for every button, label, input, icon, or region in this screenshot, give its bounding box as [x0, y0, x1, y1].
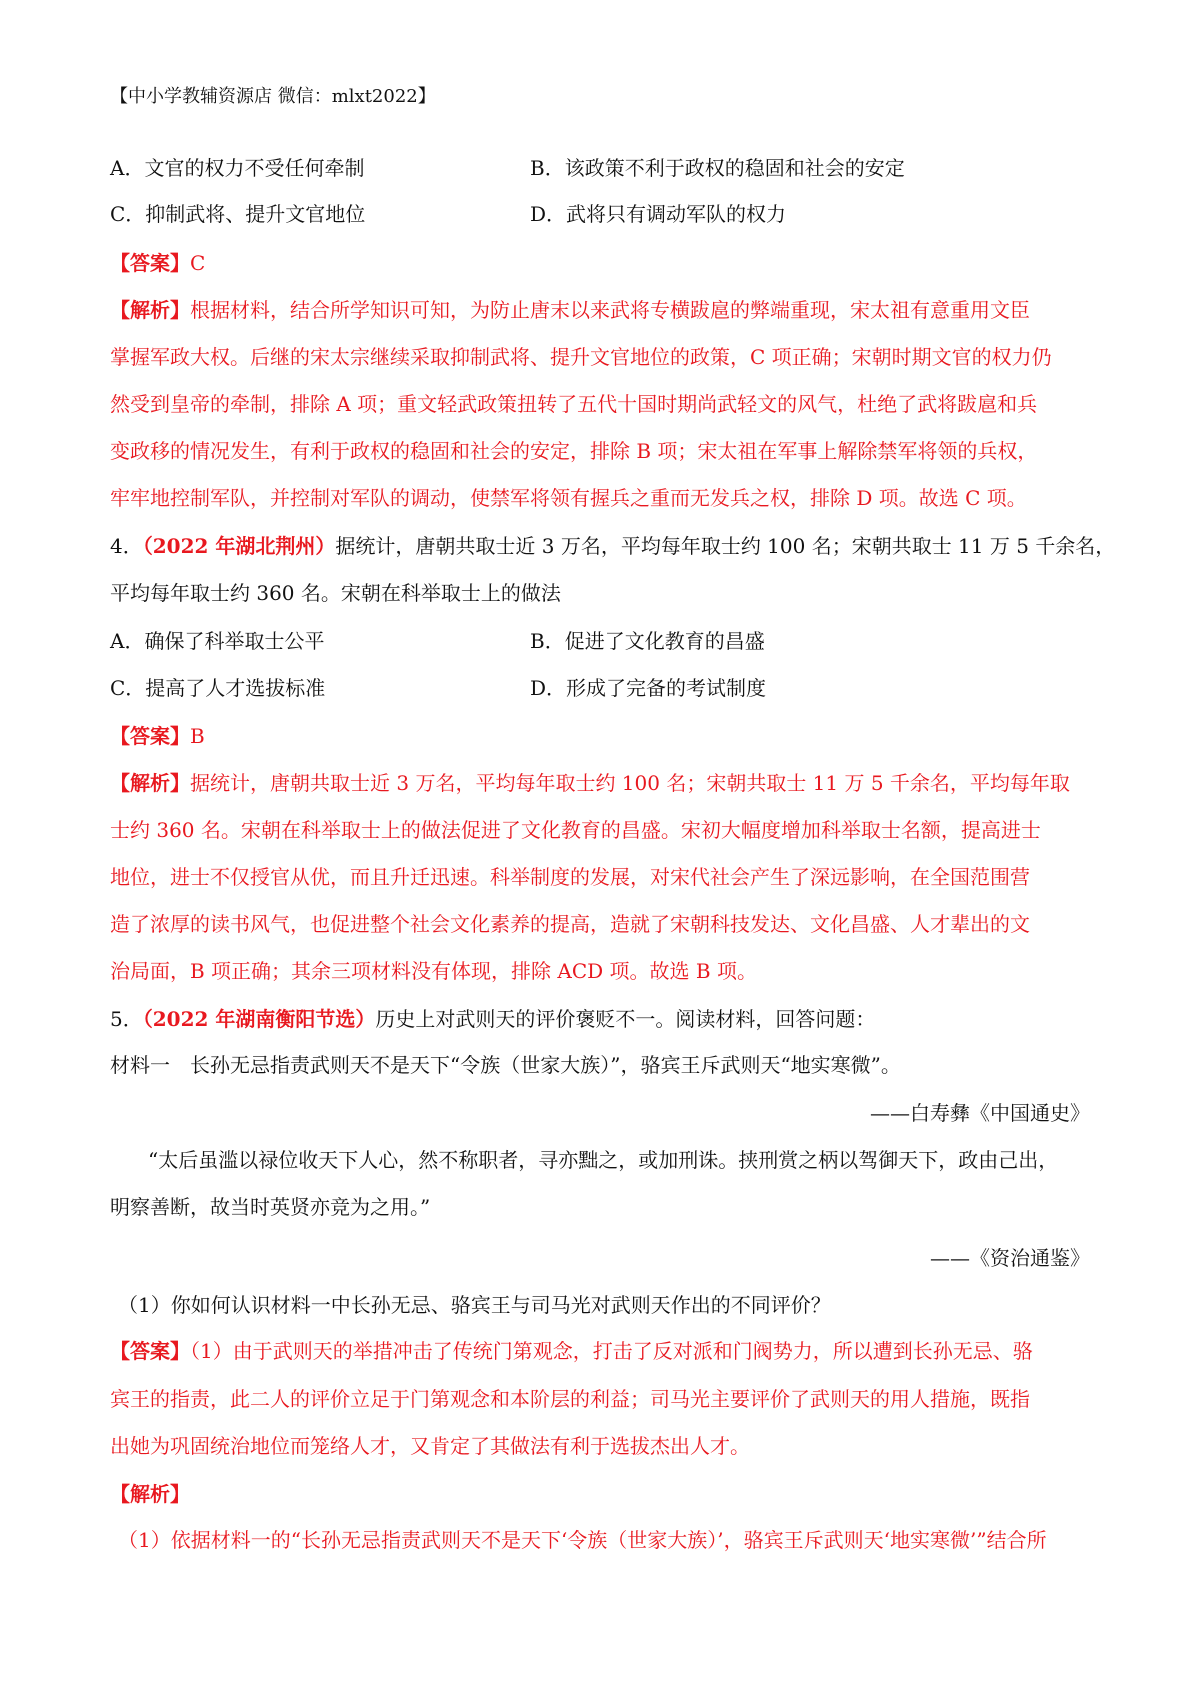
question-stem: 据统计，唐朝共取士近 3 万名，平均每年取士约 100 名；宋朝共取士 11 万 5 千余名，: [335, 534, 1116, 558]
answer-value: B: [190, 724, 205, 748]
q5-analysis-line: （1）依据材料一的“长孙无忌指责武则天不是天下‘令族（世家大族）’，骆宾王斥武则天‘地实寒微’”结合所: [118, 1528, 1047, 1552]
material-one-source: ——白寿彝《中国通史》: [870, 1101, 1090, 1125]
q5-answer-line: 出她为巩固统治地位而笼络人才，又肯定了其做法有利于选拔杰出人才。: [110, 1434, 750, 1458]
watermark-header: 【中小学教辅资源店 微信：mlxt2022】: [110, 86, 436, 107]
q3-analysis-line: 掌握军政大权。后继的宋太宗继续采取抑制武将、提升文官地位的政策，C 项正确；宋朝时期文官的权力仍: [110, 345, 1052, 369]
answer-tag: 【答案】: [110, 251, 190, 275]
question-source: （2022 年湖北荆州）: [142, 534, 336, 558]
q4-analysis-line: [110, 770, 1070, 796]
q4-analysis-line: 造了浓厚的读书风气，也促进整个社会文化素养的提高，造就了宋朝科技发达、文化昌盛、人才辈出的文: [110, 912, 1030, 936]
question-stem: 历史上对武则天的评价褒贬不一。阅读材料，回答问题：: [375, 1007, 876, 1031]
q3-option-a: A．文官的权力不受任何牵制: [110, 156, 365, 180]
q3-option-c: C．抑制武将、提升文官地位: [110, 202, 366, 226]
q4-stem-line: [110, 533, 1115, 559]
q5-answer-line: 宾王的指责，此二人的评价立足于门第观念和本阶层的利益；司马光主要评价了武则天的用人措施，既指: [110, 1387, 1030, 1411]
analysis-text: 据统计，唐朝共取士近 3 万名，平均每年取士约 100 名；宋朝共取士 11 万 5 千余名，平均每年取: [190, 771, 1070, 795]
material-quote-line: 明察善断，故当时英贤亦竞为之用。”: [110, 1195, 431, 1219]
q5-stem-line: [110, 1006, 875, 1032]
q4-analysis-line: 治局面，B 项正确；其余三项材料没有体现，排除 ACD 项。故选 B 项。: [110, 959, 757, 983]
q4-option-c: C．提高了人才选拔标准: [110, 676, 326, 700]
question-number: 5．: [110, 1007, 143, 1031]
question-number: 4．: [110, 534, 143, 558]
answer-tag: 【答案】: [110, 1339, 190, 1363]
q5-analysis-tag: 【解析】: [110, 1482, 190, 1506]
material-quote-source: ——《资治通鉴》: [930, 1246, 1090, 1270]
q5-sub-question-1: （1）你如何认识材料一中长孙无忌、骆宾王与司马光对武则天作出的不同评价？: [118, 1293, 831, 1317]
analysis-tag: 【解析】: [110, 771, 190, 795]
q4-stem-line: 平均每年取士约 360 名。宋朝在科举取士上的做法: [110, 581, 561, 605]
q3-option-b: B．该政策不利于政权的稳固和社会的安定: [530, 156, 905, 180]
question-source: （2022 年湖南衡阳节选）: [142, 1007, 376, 1031]
q4-option-b: B．促进了文化教育的昌盛: [530, 629, 765, 653]
q4-analysis-line: 地位，进士不仅授官从优，而且升迁迅速。科举制度的发展，对宋代社会产生了深远影响，在全国范围营: [110, 865, 1030, 889]
q3-analysis-line: 变政移的情况发生，有利于政权的稳固和社会的安定，排除 B 项；宋太祖在军事上解除禁军将领的兵权，: [110, 439, 1038, 463]
q3-analysis-line: 牢牢地控制军队，并控制对军队的调动，使禁军将领有握兵之重而无发兵之权，排除 D 项。故选 C 项。: [110, 486, 1027, 510]
q3-analysis-line: [110, 297, 1030, 323]
q3-analysis-line: 然受到皇帝的牵制，排除 A 项；重文轻武政策扭转了五代十国时期尚武轻文的风气，杜绝了武将跋扈和兵: [110, 392, 1038, 416]
q4-answer: [110, 723, 205, 749]
material-one: 材料一 长孙无忌指责武则天不是天下“令族（世家大族）”，骆宾王斥武则天“地实寒微”。: [110, 1053, 901, 1077]
answer-value: C: [190, 251, 206, 275]
analysis-text: 根据材料，结合所学知识可知，为防止唐末以来武将专横跋扈的弊端重现，宋太祖有意重用文臣: [190, 298, 1030, 322]
q4-option-d: D．形成了完备的考试制度: [530, 676, 767, 700]
q5-answer-line: [110, 1338, 1033, 1364]
answer-text: （1）由于武则天的举措冲击了传统门第观念，打击了反对派和门阀势力，所以遭到长孙无忌、骆: [190, 1339, 1033, 1363]
material-quote-line: “太后虽滥以禄位收天下人心，然不称职者，寻亦黜之，或加刑诛。挟刑赏之柄以驾御天下，政由己出，: [148, 1148, 1059, 1172]
q4-option-a: A．确保了科举取士公平: [110, 629, 325, 653]
q3-answer: [110, 250, 205, 276]
answer-tag: 【答案】: [110, 724, 190, 748]
q3-option-d: D．武将只有调动军队的权力: [530, 202, 787, 226]
analysis-tag: 【解析】: [110, 298, 190, 322]
q4-analysis-line: 士约 360 名。宋朝在科举取士上的做法促进了文化教育的昌盛。宋初大幅度增加科举取士名额，提高进士: [110, 818, 1041, 842]
